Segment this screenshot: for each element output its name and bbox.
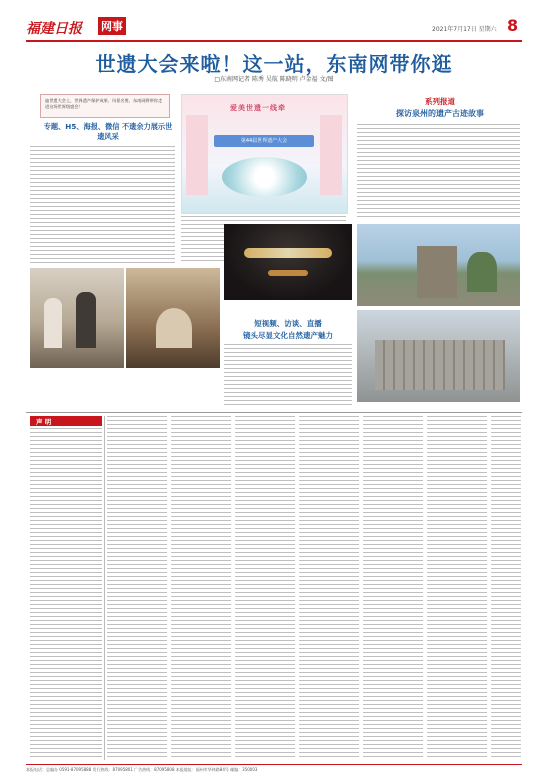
issue-date: 2021年7月17日 星期六 <box>432 26 497 33</box>
middle-section-title-bottom: 镜头尽显文化自然遗产魅力 <box>243 331 333 340</box>
section-divider <box>26 412 522 413</box>
poster-image <box>181 94 348 214</box>
page-number: 8 <box>507 16 519 35</box>
poster-scene <box>222 157 307 197</box>
lead-box <box>40 94 170 118</box>
right-text <box>357 124 520 220</box>
night-photo <box>224 224 352 300</box>
text-column-6 <box>363 416 423 760</box>
column-rule <box>104 416 105 760</box>
text-column-3 <box>171 416 231 760</box>
text-column-8 <box>491 416 521 760</box>
poster-title: 爱美世遗一线牵 <box>230 104 286 112</box>
poster-side-panel-right <box>320 115 342 195</box>
masthead-rule <box>26 40 522 42</box>
text-column-5 <box>299 416 359 760</box>
text-column-7 <box>427 416 487 760</box>
lead-text: 迪世遗大会上，世界遗产保护成果、风景名胜、东南网将带你走进这场世界级盛会！ <box>45 98 163 109</box>
masthead <box>26 16 526 42</box>
middle-text <box>224 344 352 408</box>
stone-photo-2 <box>357 310 520 402</box>
left-text <box>30 146 175 264</box>
statement-title: 声 明 <box>36 418 52 426</box>
left-section-title: 专题、H5、海报、微信 不遗余力展示世遗风采 <box>43 122 173 141</box>
section-badge: 网事 <box>98 17 126 35</box>
statement-column <box>30 428 102 760</box>
poster-banner: 第44届世界遗产大会 <box>214 135 314 147</box>
footer-text: 本报电话：总编办 0591-87095888 发行热线：87095801 广告热线：87095808 本报地址：福州市华林路84号 邮编：350003 <box>26 767 258 772</box>
middle-section-title-top: 短视频、访谈、直播 <box>254 319 322 328</box>
right-section-title-top: 系列报道 <box>425 97 455 106</box>
poster-side-panel <box>186 115 208 195</box>
right-section-title-bottom: 探访泉州的遗产古迹故事 <box>396 109 484 118</box>
masthead-logo: 福建日报 <box>26 21 82 37</box>
headline-credit: □东南网记者 陈秀 吴航 陈晓明 卢金福 文/图 <box>214 76 334 83</box>
stone-photo-1 <box>357 224 520 306</box>
statement-header <box>30 416 102 426</box>
text-column-2 <box>107 416 167 760</box>
crowd-photo <box>30 268 124 368</box>
footer-rule <box>26 764 522 765</box>
text-column-4 <box>235 416 295 760</box>
page-title: 世遗大会来啦！这一站，东南网带你逛 <box>95 52 453 76</box>
stage-photo <box>126 268 220 368</box>
